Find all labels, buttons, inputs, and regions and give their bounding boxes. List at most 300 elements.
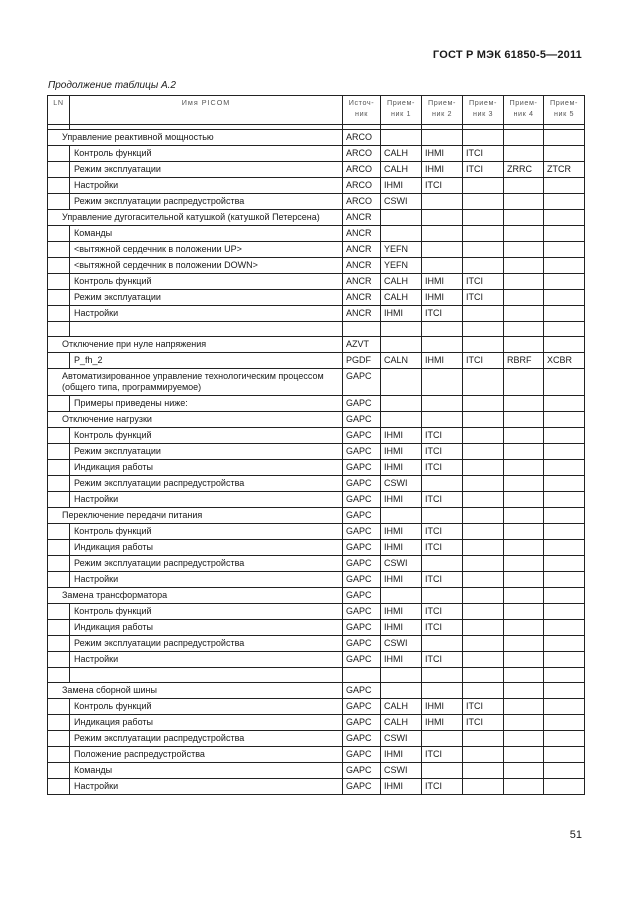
receiver-2-cell: ITCI xyxy=(422,747,463,763)
receiver-4-cell xyxy=(504,369,544,396)
receiver-5-cell xyxy=(544,412,585,428)
receiver-3-cell xyxy=(463,428,504,444)
source-cell: GAPC xyxy=(343,572,381,588)
receiver-1-cell: CALH xyxy=(381,715,422,731)
receiver-5-cell xyxy=(544,460,585,476)
source-cell: GAPC xyxy=(343,763,381,779)
table-row xyxy=(48,524,585,540)
table-row xyxy=(48,779,585,795)
source-cell: GAPC xyxy=(343,556,381,572)
receiver-2-cell xyxy=(422,242,463,258)
receiver-2-cell: ITCI xyxy=(422,428,463,444)
receiver-5-cell xyxy=(544,508,585,524)
table-row xyxy=(48,492,585,508)
receiver-4-cell xyxy=(504,322,544,337)
source-cell: AZVT xyxy=(343,337,381,353)
table-row xyxy=(48,731,585,747)
receiver-2-cell: ITCI xyxy=(422,444,463,460)
table-row xyxy=(48,460,585,476)
receiver-3-cell: ITCI xyxy=(463,290,504,306)
source-cell: ANCR xyxy=(343,258,381,274)
receiver-1-cell: CALH xyxy=(381,290,422,306)
receiver-4-cell xyxy=(504,731,544,747)
receiver-5-cell xyxy=(544,604,585,620)
receiver-5-cell xyxy=(544,322,585,337)
column-header-receiver-5 xyxy=(544,96,585,125)
receiver-5-cell xyxy=(544,396,585,412)
ln-cell xyxy=(48,524,70,540)
table-row xyxy=(48,652,585,668)
receiver-4-cell: RBRF xyxy=(504,353,544,369)
source-cell: ARCO xyxy=(343,194,381,210)
column-header-text: LN xyxy=(53,98,64,107)
source-cell: GAPC xyxy=(343,699,381,715)
table-row xyxy=(48,290,585,306)
receiver-2-cell xyxy=(422,194,463,210)
receiver-4-cell xyxy=(504,396,544,412)
table-row xyxy=(48,396,585,412)
picom-name-cell: Режим эксплуатации xyxy=(70,162,343,178)
receiver-4-cell xyxy=(504,572,544,588)
table-row-group xyxy=(48,130,585,146)
receiver-1-cell xyxy=(381,668,422,683)
ln-cell xyxy=(48,747,70,763)
receiver-3-cell xyxy=(463,636,504,652)
receiver-4-cell xyxy=(504,476,544,492)
receiver-1-cell xyxy=(381,396,422,412)
receiver-4-cell xyxy=(504,668,544,683)
ln-cell xyxy=(48,779,70,795)
receiver-1-cell: IHMI xyxy=(381,524,422,540)
receiver-3-cell xyxy=(463,668,504,683)
receiver-3-cell xyxy=(463,369,504,396)
receiver-4-cell xyxy=(504,652,544,668)
picom-name-cell xyxy=(70,322,343,337)
picom-name-cell: Настройки xyxy=(70,779,343,795)
receiver-4-cell: ZRRC xyxy=(504,162,544,178)
receiver-3-cell xyxy=(463,396,504,412)
source-cell: GAPC xyxy=(343,715,381,731)
receiver-1-cell: CSWI xyxy=(381,194,422,210)
picom-name-cell: Контроль функций xyxy=(70,604,343,620)
table-row xyxy=(48,763,585,779)
receiver-4-cell xyxy=(504,428,544,444)
receiver-2-cell xyxy=(422,636,463,652)
receiver-4-cell xyxy=(504,130,544,146)
ln-cell xyxy=(48,306,70,322)
receiver-3-cell: ITCI xyxy=(463,715,504,731)
receiver-2-cell: IHMI xyxy=(422,146,463,162)
receiver-2-cell xyxy=(422,226,463,242)
table-row xyxy=(48,274,585,290)
receiver-2-cell xyxy=(422,763,463,779)
receiver-1-cell xyxy=(381,369,422,396)
ln-cell xyxy=(48,476,70,492)
receiver-4-cell xyxy=(504,524,544,540)
column-header-picom xyxy=(70,96,343,125)
receiver-1-cell: YEFN xyxy=(381,258,422,274)
receiver-5-cell xyxy=(544,210,585,226)
receiver-1-cell: IHMI xyxy=(381,652,422,668)
receiver-4-cell xyxy=(504,588,544,604)
picom-name-cell: Настройки xyxy=(70,572,343,588)
table-row-group xyxy=(48,508,585,524)
receiver-3-cell xyxy=(463,508,504,524)
receiver-5-cell xyxy=(544,556,585,572)
receiver-1-cell: IHMI xyxy=(381,747,422,763)
picom-name-cell: P_fh_2 xyxy=(70,353,343,369)
ln-cell xyxy=(48,652,70,668)
table-row xyxy=(48,715,585,731)
source-cell: ARCO xyxy=(343,162,381,178)
receiver-3-cell xyxy=(463,258,504,274)
column-header-text: ник 1 xyxy=(390,109,412,118)
picom-name-cell: Отключение при нуле напряжения xyxy=(48,337,343,353)
table-row xyxy=(48,353,585,369)
receiver-2-cell xyxy=(422,130,463,146)
receiver-2-cell: ITCI xyxy=(422,604,463,620)
table-row-group xyxy=(48,683,585,699)
receiver-3-cell xyxy=(463,444,504,460)
table-row xyxy=(48,620,585,636)
receiver-2-cell: ITCI xyxy=(422,306,463,322)
source-cell: GAPC xyxy=(343,540,381,556)
source-cell: GAPC xyxy=(343,396,381,412)
receiver-1-cell: IHMI xyxy=(381,779,422,795)
receiver-5-cell xyxy=(544,524,585,540)
receiver-2-cell: ITCI xyxy=(422,652,463,668)
picom-name-cell: Индикация работы xyxy=(70,460,343,476)
source-cell: GAPC xyxy=(343,428,381,444)
receiver-2-cell: ITCI xyxy=(422,460,463,476)
table-row xyxy=(48,194,585,210)
receiver-1-cell: CALH xyxy=(381,699,422,715)
receiver-2-cell: ITCI xyxy=(422,178,463,194)
receiver-4-cell xyxy=(504,604,544,620)
ln-cell xyxy=(48,715,70,731)
receiver-4-cell xyxy=(504,556,544,572)
receiver-3-cell xyxy=(463,178,504,194)
receiver-1-cell: IHMI xyxy=(381,492,422,508)
receiver-5-cell xyxy=(544,492,585,508)
table-row xyxy=(48,242,585,258)
column-header-receiver-4 xyxy=(504,96,544,125)
document-header: ГОСТ Р МЭК 61850-5—2011 xyxy=(432,49,582,61)
receiver-2-cell xyxy=(422,588,463,604)
receiver-5-cell xyxy=(544,620,585,636)
receiver-1-cell: IHMI xyxy=(381,620,422,636)
source-cell xyxy=(343,668,381,683)
receiver-2-cell: IHMI xyxy=(422,162,463,178)
receiver-3-cell xyxy=(463,683,504,699)
source-cell: GAPC xyxy=(343,524,381,540)
receiver-1-cell: IHMI xyxy=(381,604,422,620)
column-header-text: ник 2 xyxy=(431,109,453,118)
picom-name-cell: Настройки xyxy=(70,652,343,668)
receiver-5-cell xyxy=(544,290,585,306)
receiver-4-cell xyxy=(504,460,544,476)
picom-name-cell: Режим эксплуатации распредустройства xyxy=(70,194,343,210)
receiver-2-cell xyxy=(422,731,463,747)
receiver-1-cell xyxy=(381,130,422,146)
receiver-2-cell: IHMI xyxy=(422,290,463,306)
receiver-4-cell xyxy=(504,242,544,258)
ln-cell xyxy=(48,290,70,306)
receiver-5-cell xyxy=(544,146,585,162)
receiver-3-cell xyxy=(463,476,504,492)
receiver-3-cell xyxy=(463,226,504,242)
source-cell: ARCO xyxy=(343,146,381,162)
picom-name-cell: Режим эксплуатации распредустройства xyxy=(70,476,343,492)
receiver-5-cell xyxy=(544,763,585,779)
source-cell: GAPC xyxy=(343,444,381,460)
source-cell xyxy=(343,322,381,337)
receiver-2-cell: IHMI xyxy=(422,353,463,369)
receiver-1-cell: IHMI xyxy=(381,540,422,556)
picom-name-cell: <вытяжной сердечник в положении UP> xyxy=(70,242,343,258)
table-row xyxy=(48,636,585,652)
receiver-5-cell xyxy=(544,194,585,210)
receiver-2-cell xyxy=(422,369,463,396)
receiver-1-cell: CALH xyxy=(381,274,422,290)
receiver-5-cell xyxy=(544,274,585,290)
receiver-4-cell xyxy=(504,779,544,795)
column-header-text: ник xyxy=(355,109,368,118)
receiver-5-cell xyxy=(544,731,585,747)
receiver-3-cell xyxy=(463,731,504,747)
column-header-text: Имя PICOM xyxy=(181,98,231,107)
table-row xyxy=(48,444,585,460)
ln-cell xyxy=(48,194,70,210)
receiver-4-cell xyxy=(504,715,544,731)
column-header-text: Источ- xyxy=(348,98,375,107)
receiver-2-cell: ITCI xyxy=(422,492,463,508)
receiver-1-cell xyxy=(381,210,422,226)
ln-cell xyxy=(48,556,70,572)
receiver-5-cell xyxy=(544,636,585,652)
column-header-text: Прием- xyxy=(386,98,416,107)
receiver-1-cell: CSWI xyxy=(381,763,422,779)
table-row-blank xyxy=(48,668,585,683)
table-row-group xyxy=(48,210,585,226)
receiver-4-cell xyxy=(504,444,544,460)
column-header-text: Прием- xyxy=(427,98,457,107)
source-cell: ANCR xyxy=(343,226,381,242)
receiver-2-cell xyxy=(422,476,463,492)
ln-cell xyxy=(48,731,70,747)
receiver-5-cell xyxy=(544,130,585,146)
source-cell: ANCR xyxy=(343,274,381,290)
ln-cell xyxy=(48,444,70,460)
receiver-3-cell xyxy=(463,492,504,508)
table-row xyxy=(48,556,585,572)
receiver-1-cell xyxy=(381,683,422,699)
receiver-1-cell: YEFN xyxy=(381,242,422,258)
receiver-4-cell xyxy=(504,747,544,763)
receiver-3-cell: ITCI xyxy=(463,274,504,290)
source-cell: ARCO xyxy=(343,130,381,146)
receiver-4-cell xyxy=(504,226,544,242)
ln-cell xyxy=(48,763,70,779)
receiver-2-cell: ITCI xyxy=(422,524,463,540)
table-row-group xyxy=(48,337,585,353)
receiver-4-cell xyxy=(504,274,544,290)
ln-cell xyxy=(48,699,70,715)
table-row xyxy=(48,226,585,242)
receiver-4-cell xyxy=(504,210,544,226)
receiver-3-cell xyxy=(463,763,504,779)
receiver-1-cell: CSWI xyxy=(381,556,422,572)
table-row xyxy=(48,604,585,620)
receiver-2-cell: ITCI xyxy=(422,779,463,795)
receiver-4-cell xyxy=(504,492,544,508)
receiver-1-cell: CSWI xyxy=(381,476,422,492)
picom-name-cell: Команды xyxy=(70,226,343,242)
column-header-receiver-3 xyxy=(463,96,504,125)
receiver-1-cell: IHMI xyxy=(381,178,422,194)
receiver-1-cell xyxy=(381,508,422,524)
source-cell: GAPC xyxy=(343,731,381,747)
picom-name-cell: Примеры приведены ниже: xyxy=(70,396,343,412)
receiver-5-cell xyxy=(544,588,585,604)
source-cell: GAPC xyxy=(343,683,381,699)
ln-cell xyxy=(48,620,70,636)
receiver-1-cell xyxy=(381,226,422,242)
picom-name-cell: Управление дугогасительной катушкой (катушкой Петерсена) xyxy=(48,210,343,226)
picom-name-cell: <вытяжной сердечник в положении DOWN> xyxy=(70,258,343,274)
receiver-3-cell: ITCI xyxy=(463,162,504,178)
source-cell: GAPC xyxy=(343,476,381,492)
table-row xyxy=(48,747,585,763)
table-row xyxy=(48,178,585,194)
receiver-5-cell xyxy=(544,540,585,556)
receiver-5-cell xyxy=(544,779,585,795)
picom-name-cell: Настройки xyxy=(70,178,343,194)
receiver-3-cell xyxy=(463,322,504,337)
column-header-text: Прием- xyxy=(549,98,579,107)
column-header-text: ник 4 xyxy=(513,109,534,118)
source-cell: GAPC xyxy=(343,508,381,524)
column-header-text: ник 5 xyxy=(553,109,575,118)
receiver-4-cell xyxy=(504,306,544,322)
receiver-5-cell xyxy=(544,444,585,460)
receiver-2-cell: IHMI xyxy=(422,699,463,715)
table-row xyxy=(48,146,585,162)
receiver-3-cell xyxy=(463,306,504,322)
receiver-5-cell xyxy=(544,242,585,258)
receiver-5-cell xyxy=(544,226,585,242)
receiver-1-cell: IHMI xyxy=(381,444,422,460)
receiver-5-cell xyxy=(544,699,585,715)
ln-cell xyxy=(48,428,70,444)
source-cell: GAPC xyxy=(343,492,381,508)
receiver-2-cell xyxy=(422,258,463,274)
picom-name-cell: Режим эксплуатации распредустройства xyxy=(70,556,343,572)
receiver-5-cell xyxy=(544,306,585,322)
picom-name-cell: Переключение передачи питания xyxy=(48,508,343,524)
source-cell: GAPC xyxy=(343,460,381,476)
receiver-5-cell xyxy=(544,572,585,588)
table-row-group xyxy=(48,412,585,428)
receiver-1-cell xyxy=(381,337,422,353)
receiver-5-cell xyxy=(544,337,585,353)
receiver-5-cell xyxy=(544,683,585,699)
ln-cell xyxy=(48,178,70,194)
ln-cell xyxy=(48,322,70,337)
ln-cell xyxy=(48,668,70,683)
picom-name-cell: Замена сборной шины xyxy=(48,683,343,699)
receiver-1-cell xyxy=(381,588,422,604)
receiver-4-cell xyxy=(504,620,544,636)
source-cell: ANCR xyxy=(343,242,381,258)
table-row-blank xyxy=(48,322,585,337)
receiver-3-cell xyxy=(463,540,504,556)
receiver-2-cell xyxy=(422,396,463,412)
receiver-2-cell xyxy=(422,210,463,226)
receiver-1-cell: IHMI xyxy=(381,572,422,588)
receiver-3-cell xyxy=(463,242,504,258)
receiver-3-cell xyxy=(463,337,504,353)
receiver-4-cell xyxy=(504,337,544,353)
receiver-5-cell xyxy=(544,476,585,492)
receiver-3-cell xyxy=(463,588,504,604)
picom-table xyxy=(47,95,585,795)
receiver-5-cell xyxy=(544,668,585,683)
picom-name-cell: Автоматизированное управление технологическим процессом (общего типа, программируемое) xyxy=(48,369,343,396)
receiver-2-cell xyxy=(422,508,463,524)
picom-name-cell: Положение распредустройства xyxy=(70,747,343,763)
receiver-5-cell xyxy=(544,258,585,274)
source-cell: GAPC xyxy=(343,604,381,620)
receiver-1-cell: CSWI xyxy=(381,636,422,652)
picom-name-cell: Отключение нагрузки xyxy=(48,412,343,428)
source-cell: ANCR xyxy=(343,210,381,226)
receiver-3-cell xyxy=(463,524,504,540)
receiver-3-cell xyxy=(463,130,504,146)
table-row-group xyxy=(48,369,585,396)
receiver-4-cell xyxy=(504,508,544,524)
picom-name-cell: Режим эксплуатации xyxy=(70,290,343,306)
receiver-3-cell: ITCI xyxy=(463,146,504,162)
source-cell: GAPC xyxy=(343,779,381,795)
receiver-5-cell xyxy=(544,652,585,668)
ln-cell xyxy=(48,636,70,652)
receiver-2-cell xyxy=(422,556,463,572)
receiver-2-cell: IHMI xyxy=(422,274,463,290)
source-cell: ANCR xyxy=(343,306,381,322)
ln-cell xyxy=(48,274,70,290)
picom-name-cell: Контроль функций xyxy=(70,524,343,540)
receiver-5-cell xyxy=(544,178,585,194)
receiver-2-cell xyxy=(422,412,463,428)
table-row xyxy=(48,572,585,588)
receiver-2-cell: ITCI xyxy=(422,540,463,556)
receiver-2-cell xyxy=(422,322,463,337)
receiver-4-cell xyxy=(504,699,544,715)
receiver-1-cell: CALH xyxy=(381,162,422,178)
receiver-2-cell xyxy=(422,337,463,353)
receiver-1-cell: IHMI xyxy=(381,460,422,476)
receiver-2-cell xyxy=(422,683,463,699)
source-cell: ARCO xyxy=(343,178,381,194)
receiver-5-cell xyxy=(544,369,585,396)
ln-cell xyxy=(48,492,70,508)
table-row-group xyxy=(48,588,585,604)
column-header-text: Прием- xyxy=(509,98,538,107)
source-cell: GAPC xyxy=(343,369,381,396)
picom-name-cell: Индикация работы xyxy=(70,620,343,636)
table-row xyxy=(48,476,585,492)
